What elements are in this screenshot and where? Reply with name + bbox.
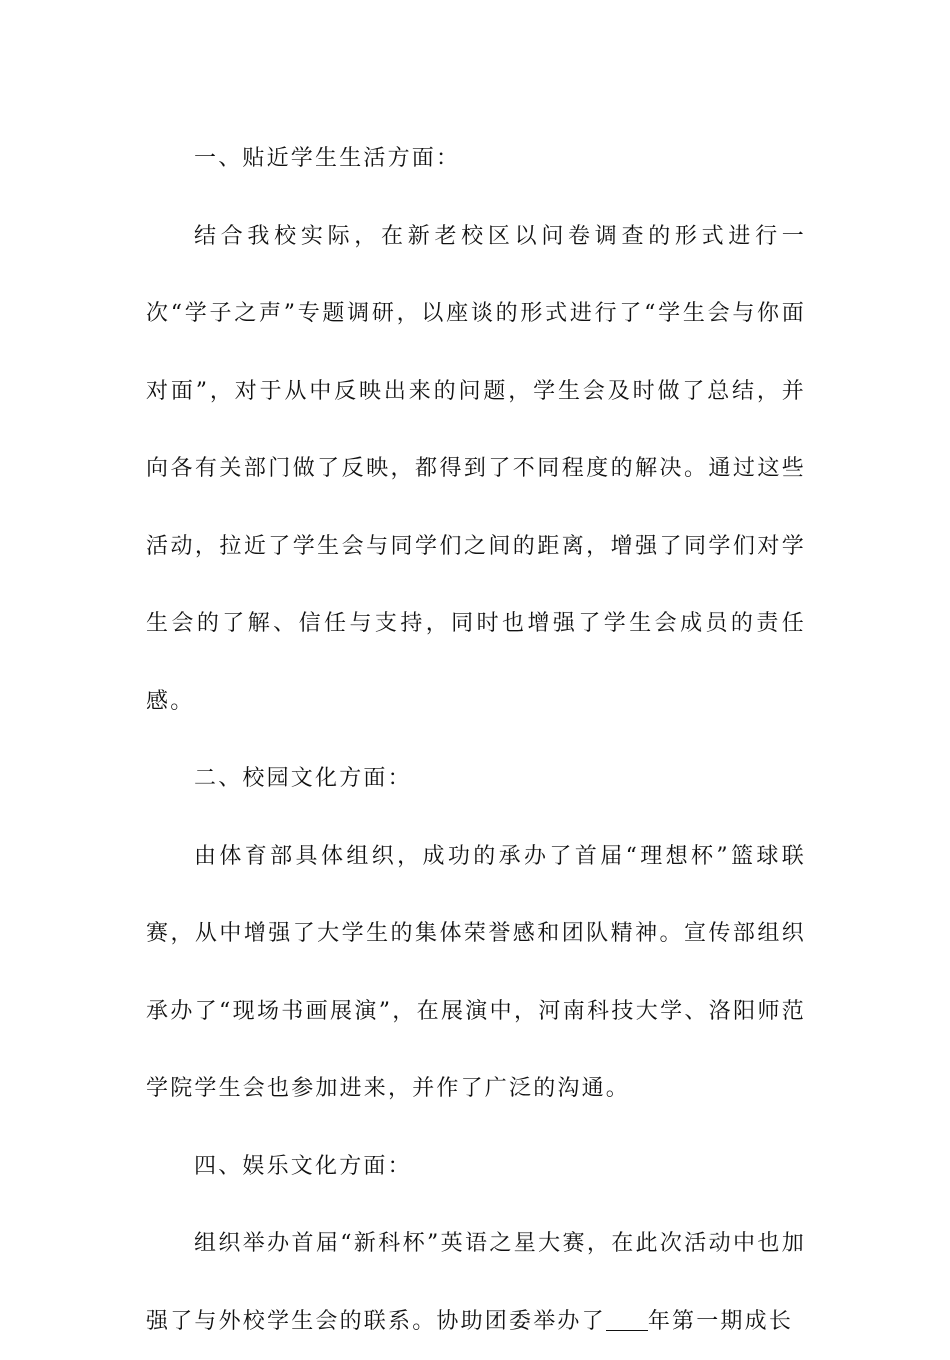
fill-in-blank <box>606 1308 648 1331</box>
section-heading-1: 一、贴近学生生活方面： <box>194 146 461 171</box>
section-paragraph-3 <box>146 1205 806 1360</box>
section-heading-3: 四、娱乐文化方面： <box>194 1153 412 1179</box>
section-paragraph-2: 由体育部具体组织，成功的承办了首届“理想杯”篮球联赛，从中增强了大学生的集体荣誉感和团队精神。宣传部组织承办了“现场书画展演”，在展演中，河南科技大学、洛阳师范学院学生会也参加进来，并作了广泛的沟通。 <box>146 843 806 1101</box>
section-paragraph-1: 结合我校实际，在新老校区以问卷调查的形式进行一次“学子之声”专题调研，以座谈的形式进行了“学生会与你面对面”，对于从中反映出来的问题，学生会及时做了总结，并向各有关部门做了反映，都得到了不同程度的解决。通过这些活动，拉近了学生会与同学们之间的距离，增强了同学们对学生会的了解、信任与支持，同时也增强了学生会成员的责任感。 <box>146 223 806 714</box>
paragraph-text-after-blank: 年第一期成长 <box>647 1308 794 1334</box>
section-heading-2: 二、校园文化方面： <box>194 766 412 791</box>
paragraph-text-before-blank: 组织举办首届“新科杯”英语之星大赛，在此次活动中也加强了与外校学生会的联系。协助团委举办了 <box>146 1231 806 1334</box>
document-body <box>146 120 806 1360</box>
